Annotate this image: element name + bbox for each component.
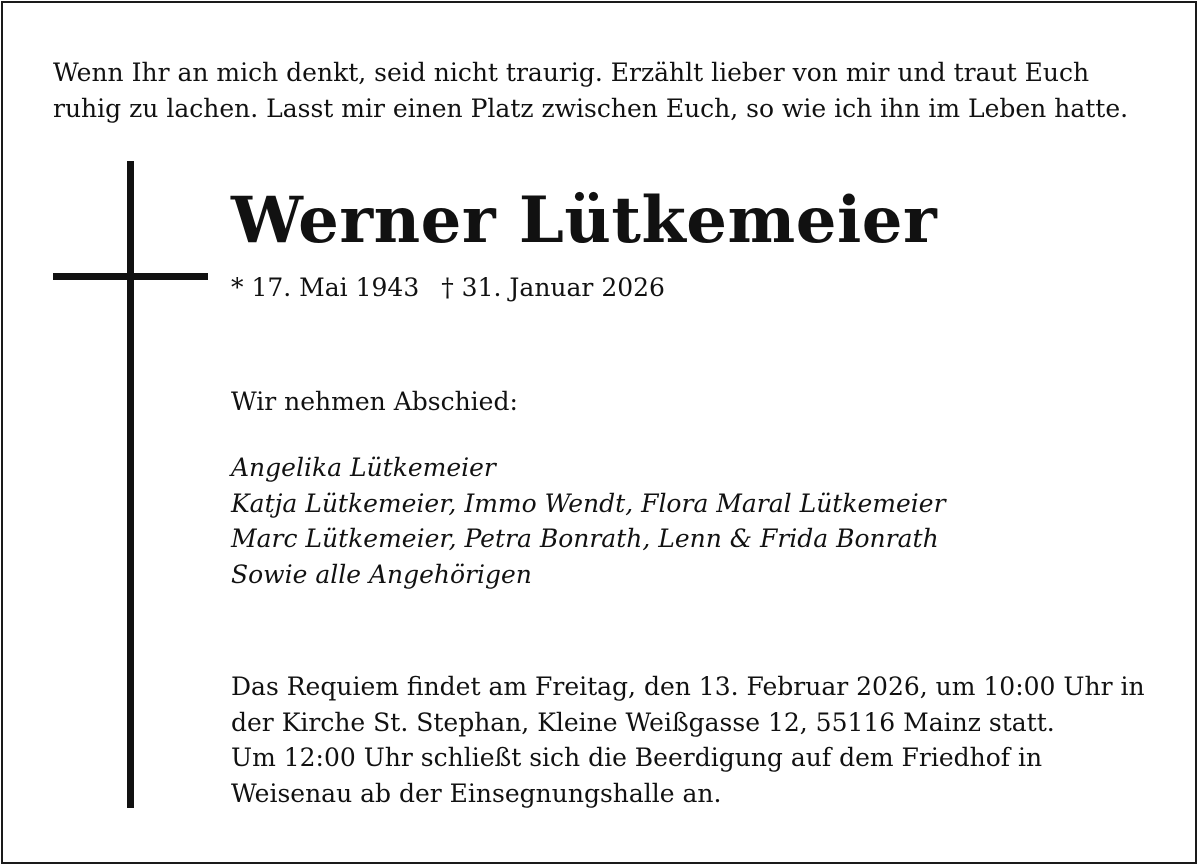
death-date: † 31. Januar 2026 [441, 273, 665, 302]
service-line: Um 12:00 Uhr schließt sich die Beerdigung auf dem Friedhof in [231, 743, 1043, 772]
mourner-line: Katja Lütkemeier, Immo Wendt, Flora Maral Lütkemeier [231, 488, 946, 518]
service-details [231, 669, 1181, 811]
cross-vertical-bar [127, 161, 134, 808]
mourners-list [231, 450, 946, 592]
obituary-notice [1, 1, 1197, 864]
cross-horizontal-bar [53, 273, 208, 280]
service-line: Weisenau ab der Einsegnungshalle an. [231, 778, 722, 808]
farewell-heading: Wir nehmen Abschied: [231, 387, 518, 416]
quote-line: Wenn Ihr an mich denkt, seid nicht traurig. Erzählt lieber von mir und traut Euch [53, 58, 1090, 87]
quote-line: ruhig zu lachen. Lasst mir einen Platz zwischen Euch, so wie ich ihn im Leben hatte. [53, 94, 1129, 123]
mourner-line: Angelika Lütkemeier [231, 453, 496, 482]
service-line: Das Requiem findet am Freitag, den 13. Februar 2026, um 10:00 Uhr in [231, 672, 1145, 701]
memorial-quote [53, 55, 1173, 127]
deceased-name: Werner Lütkemeier [231, 183, 938, 258]
life-dates [231, 271, 665, 305]
mourner-line: Sowie alle Angehörigen [231, 559, 532, 589]
mourner-line: Marc Lütkemeier, Petra Bonrath, Lenn & Frida Bonrath [231, 524, 939, 553]
birth-date: * 17. Mai 1943 [231, 273, 420, 302]
service-line: der Kirche St. Stephan, Kleine Weißgasse 12, 55116 Mainz statt. [231, 707, 1055, 737]
